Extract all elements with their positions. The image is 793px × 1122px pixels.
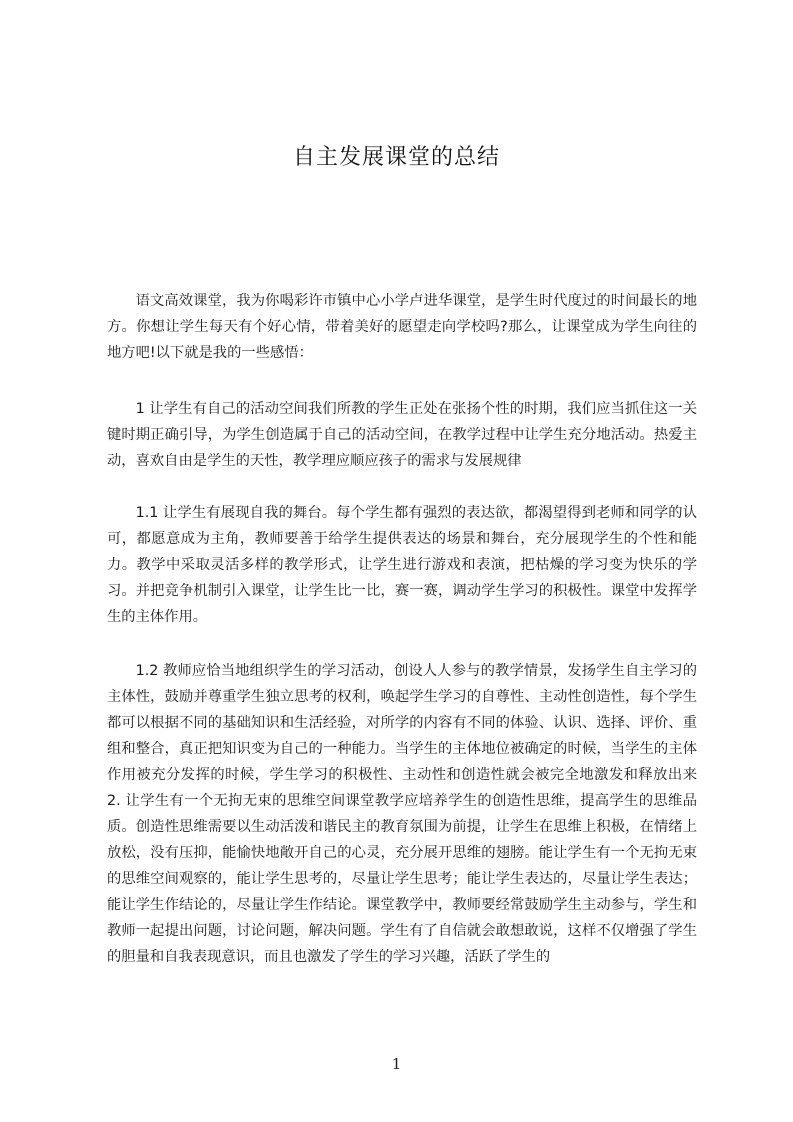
paragraph-section-1-2: 1.2 教师应恰当地组织学生的学习活动，创设人人参与的教学情景，发扬学生自主学习的主体性，鼓励并尊重学生独立思考的权利，唤起学生学习的自尊性、主动性创造性，每个学生都可以根据不同的基础知识和生活经验，对所学的内容有不同的体验、认识、选择、评价、重组和整合，真正把知识变为自己的一种能力。当学生的主体地位被确定的时候，当学生的主体作用被充分发挥的时候，学生学习的积极性、主动性和创造性就会被完全地激发和释放出来 2. 让学生有一个无拘无束的思维空间课堂教学应培养学生的创造性思维，提高学生的思维品质。创造性思维需要以生动活泼和谐民主的教育氛围为前提，让学生在思维上积极，在情绪上放松，没有压抑，能愉快地敞开自己的心灵，充分展开思维的翅膀。能让学生有一个无拘无束的思维空间观察的，能让学生思考的，尽量让学生思考；能让学生表达的，尽量让学生表达；能让学生作结论的，尽量让学生作结论。课堂教学中，教师要经常鼓励学生主动参与，学生和教师一起提出问题，讨论问题，解决问题。学生有了自信就会敢想敢说，这样不仅增强了学生的胆量和自我表现意识，而且也激发了学生的学习兴趣，活跃了学生的	[107, 663, 697, 965]
paragraph-section-1: 1 让学生有自己的活动空间我们所教的学生正处在张扬个性的时期，我们应当抓住这一关键时期正确引导，为学生创造属于自己的活动空间，在教学过程中让学生充分地活动。热爱主动，喜欢自由是学生的天性，教学理应顺应孩子的需求与发展规律	[107, 401, 697, 469]
document-title: 自主发展课堂的总结	[292, 145, 500, 170]
paragraph-section-1-1: 1.1 让学生有展现自我的舞台。每个学生都有强烈的表达欲，都渴望得到老师和同学的认可，都愿意成为主角，教师要善于给学生提供表达的场景和舞台，充分展现学生的个性和能力。教学中采取灵活多样的教学形式，让学生进行游戏和表演，把枯燥的学习变为快乐的学习。并把竞争机制引入课堂，让学生比一比，赛一赛，调动学生学习的积极性。课堂中发挥学生的主体作用。	[107, 505, 697, 625]
paragraph-intro: 语文高效课堂，我为你喝彩许市镇中心小学卢进华课堂，是学生时代度过的时间最长的地方。你想让学生每天有个好心情，带着美好的愿望走向学校吗?那么，让课堂成为学生向往的地方吧!以下就是我的一些感悟：	[107, 293, 697, 361]
page-number: 1	[391, 1055, 402, 1073]
